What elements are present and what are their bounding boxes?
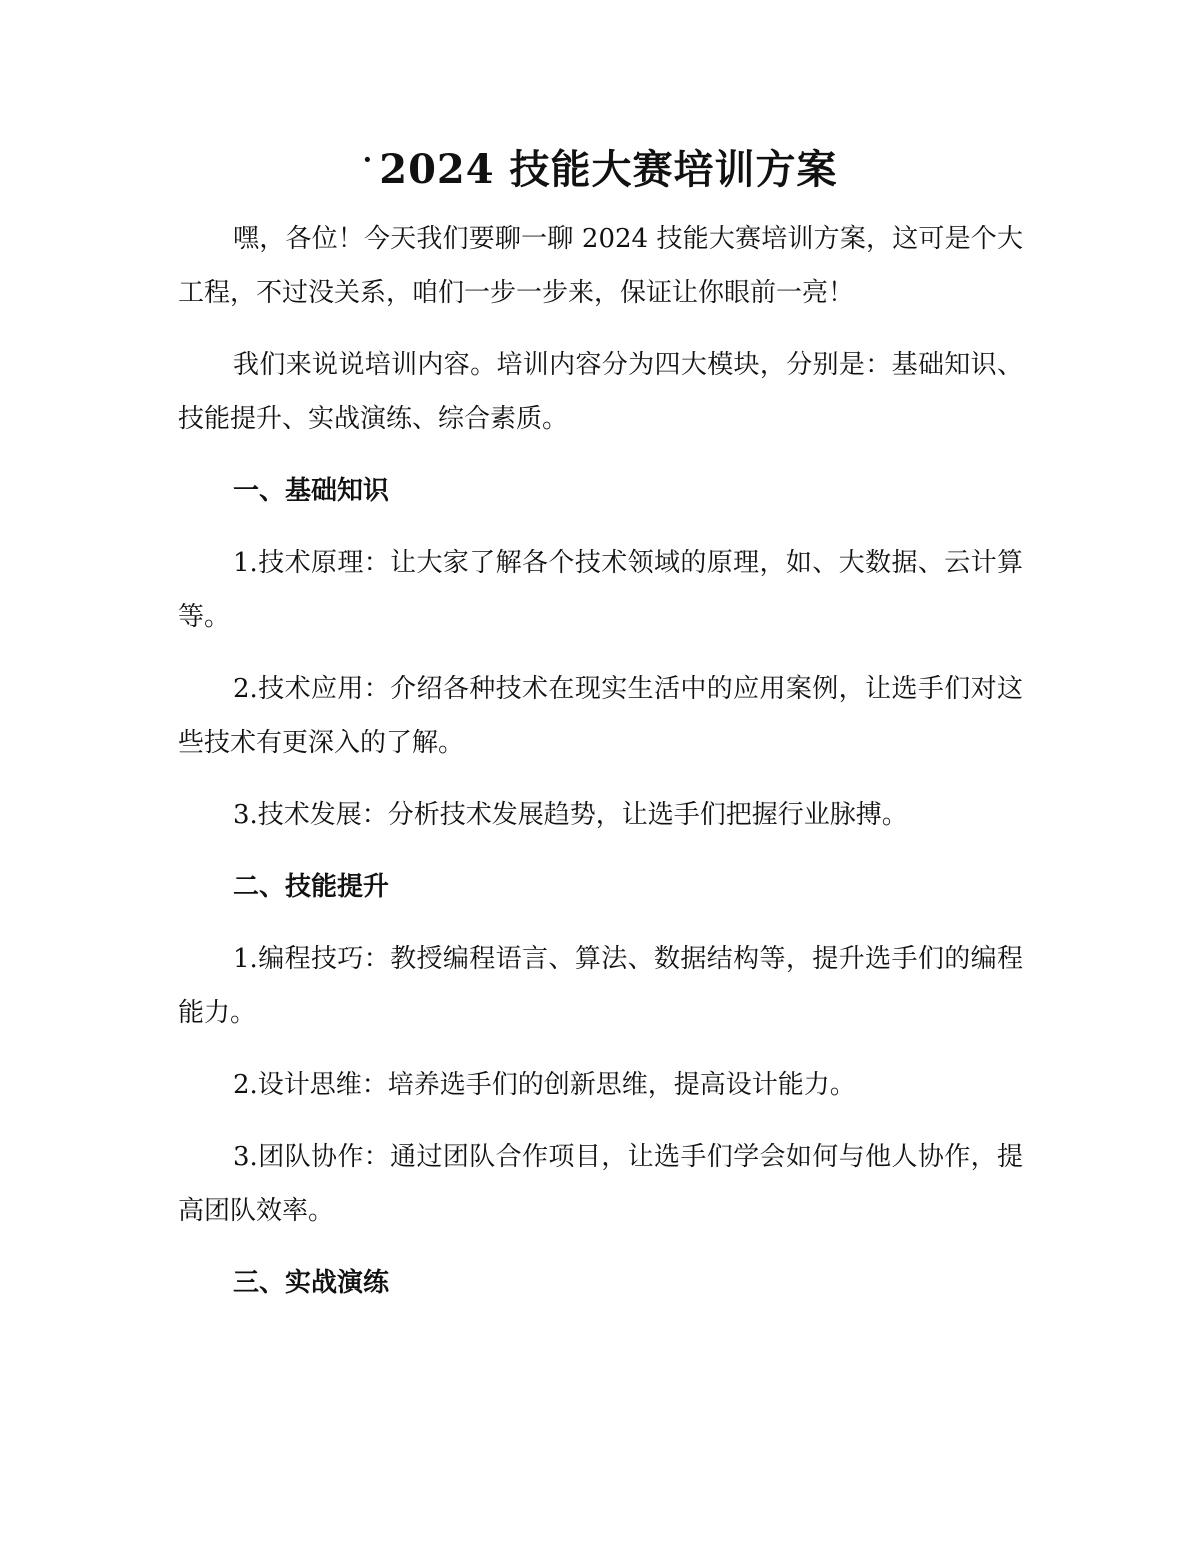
section-heading-basics: 一、基础知识 — [233, 476, 390, 506]
section-item: 3.团队协作：通过团队合作项目，让选手们学会如何与他人协作，提高团队效率。 — [178, 1142, 1023, 1226]
section-item: 1.技术原理：让大家了解各个技术领域的原理，如、大数据、云计算等。 — [178, 548, 1023, 632]
document-body — [178, 212, 1023, 1328]
overview-paragraph: 我们来说说培训内容。培训内容分为四大模块，分别是：基础知识、技能提升、实战演练、综合素质。 — [178, 350, 1023, 434]
section-heading-practice: 三、实战演练 — [233, 1268, 390, 1298]
document-title — [0, 140, 1200, 200]
section-item: 1.编程技巧：教授编程语言、算法、数据结构等，提升选手们的编程能力。 — [178, 944, 1023, 1028]
intro-paragraph: 嘿，各位！今天我们要聊一聊 2024 技能大赛培训方案，这可是个大工程，不过没关系，咱们一步一步来，保证让你眼前一亮！ — [178, 224, 1023, 308]
section-item: 2.设计思维：培养选手们的创新思维，提高设计能力。 — [233, 1070, 856, 1100]
section-heading-skills: 二、技能提升 — [233, 872, 390, 902]
section-item: 3.技术发展：分析技术发展趋势，让选手们把握行业脉搏。 — [233, 800, 908, 830]
section-item: 2.技术应用：介绍各种技术在现实生活中的应用案例，让选手们对这些技术有更深入的了解。 — [178, 674, 1023, 758]
title-dot: · — [362, 143, 374, 176]
title-text: 2024 技能大赛培训方案 — [379, 146, 838, 193]
